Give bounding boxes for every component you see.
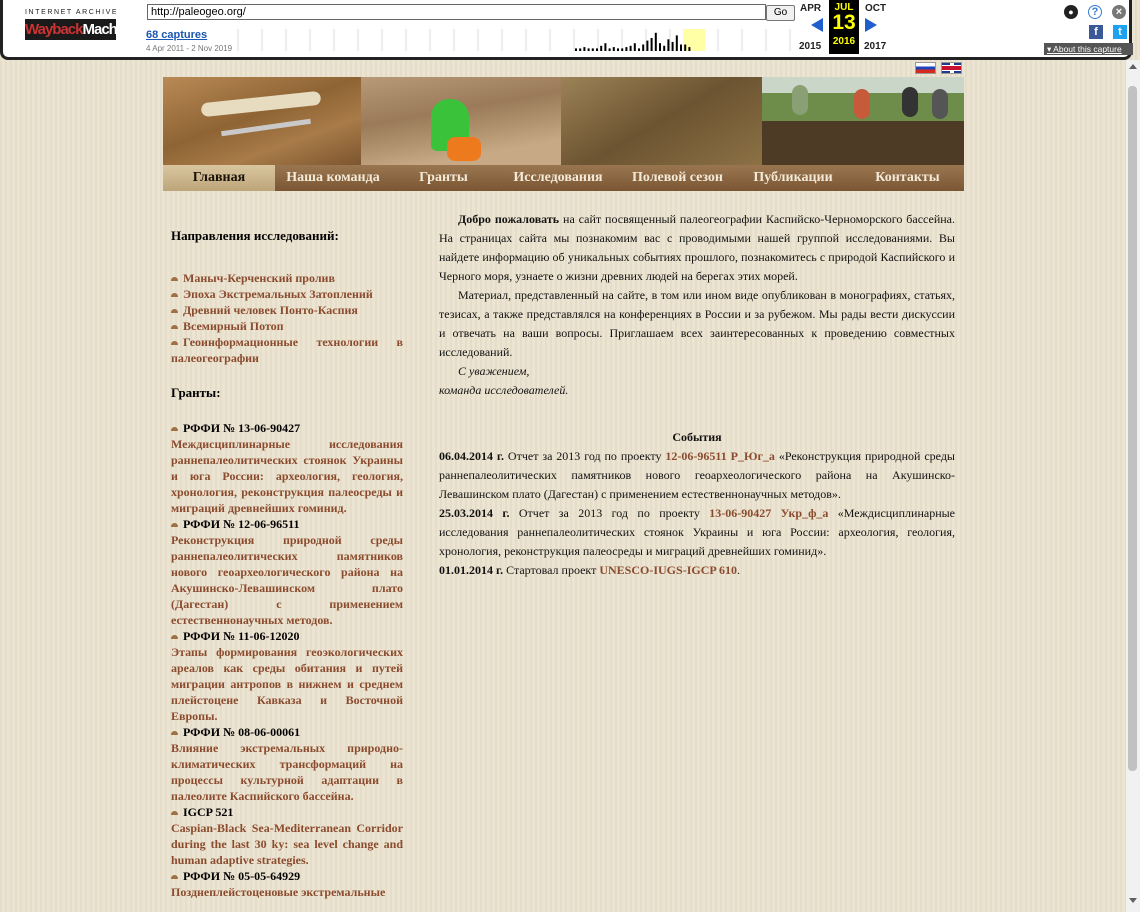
- russian-flag-icon[interactable]: [915, 62, 936, 74]
- capture-bar: [680, 45, 682, 52]
- header-banner: [163, 77, 964, 165]
- signature-line: С уважением,: [458, 364, 530, 378]
- event-project-link[interactable]: 12-06-96511 Р_Юг_а: [665, 449, 775, 463]
- capture-bar: [592, 48, 594, 51]
- direction-link[interactable]: Геоинформационные технологии в палеогеографии: [171, 335, 403, 365]
- capture-bar: [609, 48, 611, 51]
- prev-capture-icon[interactable]: [811, 18, 823, 32]
- capture-bar: [651, 38, 653, 51]
- event-project-link[interactable]: UNESCO-IUGS-IGCP 610: [599, 563, 738, 577]
- event-project-link[interactable]: 13-06-90427 Укр_ф_а: [709, 506, 829, 520]
- about-capture-link[interactable]: ▾ About this capture: [1044, 43, 1133, 55]
- twitter-icon[interactable]: t: [1113, 25, 1127, 39]
- capture-bar: [613, 47, 615, 51]
- internet-archive-label: INTERNET ARCHIVE: [25, 9, 119, 16]
- capture-bar: [642, 45, 644, 52]
- grants-heading: Гранты:: [171, 385, 221, 400]
- direction-link[interactable]: Древний человек Понто-Каспия: [171, 302, 403, 318]
- capture-range: 4 Apr 2011 - 2 Nov 2019: [146, 44, 233, 53]
- capture-bar: [667, 39, 669, 51]
- scroll-up-icon[interactable]: [1129, 64, 1137, 69]
- grant-code: РФФИ № 05-05-64929: [171, 868, 403, 884]
- nav-publications[interactable]: Публикации: [753, 170, 833, 185]
- banner-photo-team: [762, 77, 964, 165]
- go-button[interactable]: Go: [766, 5, 795, 21]
- capture-bar: [646, 41, 648, 51]
- capture-bar: [596, 48, 598, 51]
- nav-contacts[interactable]: Контакты: [875, 170, 940, 185]
- capture-bar: [621, 48, 623, 51]
- wayback-toolbar: [0, 0, 1132, 60]
- banner-photo-sediment: [561, 77, 762, 165]
- close-icon[interactable]: ×: [1112, 5, 1126, 19]
- year-prev[interactable]: 2015: [799, 41, 822, 52]
- user-icon[interactable]: ●: [1064, 5, 1078, 19]
- capture-sparkline[interactable]: [235, 27, 795, 53]
- capture-bar: [579, 48, 581, 51]
- capture-bar: [672, 42, 674, 51]
- welcome-bold: Добро пожаловать: [458, 212, 560, 226]
- capture-bar: [604, 43, 606, 51]
- welcome-paragraph: Добро пожаловать на сайт посвященный палеогеографии Каспийско-Черноморского бассейна. На страницах сайта мы познакомим вас с проводимыми нашей группой исследованиями. Вы найдете информацию об уникальных событиях прошлого, познакомитесь с природой Каспийского и Черного моря, узнаете о жизни древних людей на берегах этих морей.: [439, 212, 955, 283]
- grant-link[interactable]: Междисциплинарные исследования раннепалеолитических стоянок Украины и юга России: археология, геология, хронология, реконструкция палеосреды и миграций древнейших гоминид.: [171, 437, 403, 515]
- event-item: 06.04.2014 г. Отчет за 2013 год по проекту 12-06-96511 Р_Юг_а «Реконструкция природной среды раннепалеолитических памятников нового геоархеологического района на Акушинско-Левашинском плато (Дагестан) с применением естественнонаучных методов».: [439, 449, 955, 501]
- wayback-logo[interactable]: WaybackMachine: [25, 21, 136, 38]
- direction-link[interactable]: Эпоха Экстремальных Затоплений: [171, 286, 403, 302]
- capture-bar: [575, 48, 577, 51]
- grant-code: РФФИ № 11-06-12020: [171, 628, 403, 644]
- capture-bar: [630, 46, 632, 51]
- current-year: 2016: [832, 36, 856, 47]
- direction-link[interactable]: Маныч-Керченский пролив: [171, 270, 403, 286]
- main-nav: [163, 165, 964, 191]
- facebook-icon[interactable]: f: [1089, 25, 1103, 39]
- current-month: JUL: [834, 2, 854, 13]
- event-item: 01.01.2014 г. Стартовал проект UNESCO-IUGS-IGCP 610.: [439, 563, 741, 577]
- nav-grants[interactable]: Гранты: [419, 170, 468, 185]
- grant-link[interactable]: Реконструкция природной среды раннепалеолитических памятников нового геоархеологического района на Акушинско-Левашинском плато (Дагестан) с применением естественнонаучных методов.: [171, 533, 403, 627]
- main-content: [439, 210, 955, 580]
- english-flag-icon[interactable]: [941, 62, 962, 74]
- help-icon[interactable]: ?: [1088, 5, 1102, 19]
- banner-photo-bones: [163, 77, 361, 165]
- material-paragraph: Материал, представленный на сайте, в том или ином виде опубликован в монографиях, статьях, тезисах, а также представлялся на конференциях в России и за рубежом. Мы рады вести дискуссии и отвечать на ваши вопросы. Приглашаем всех заинтересованных к проведению совместных исследований.: [439, 288, 955, 359]
- current-day: 13: [832, 11, 856, 34]
- captures-link[interactable]: 68 captures: [146, 29, 208, 41]
- events-heading: События: [672, 430, 722, 444]
- direction-link[interactable]: Всемирный Потоп: [171, 318, 403, 334]
- capture-bar: [588, 48, 590, 51]
- capture-bar: [583, 47, 585, 51]
- signature-team: команда исследователей.: [439, 383, 569, 397]
- grant-link[interactable]: Позднеплейстоценовые экстремальные: [171, 885, 386, 899]
- banner-photo-excavation: [361, 77, 561, 165]
- capture-bar: [659, 43, 661, 51]
- nav-home[interactable]: Главная: [163, 165, 275, 191]
- capture-bar: [688, 47, 690, 51]
- capture-bar: [684, 45, 686, 52]
- grant-code: IGCP 521: [171, 804, 403, 820]
- capture-bar: [638, 48, 640, 51]
- nav-research[interactable]: Исследования: [513, 170, 603, 185]
- nav-team[interactable]: Наша команда: [286, 170, 380, 185]
- grant-code: РФФИ № 08-06-00061: [171, 724, 403, 740]
- capture-bar: [634, 43, 636, 51]
- event-item: 25.03.2014 г. Отчет за 2013 год по проекту 13-06-90427 Укр_ф_а «Междисциплинарные исследования раннепалеолитических стоянок Украины и юга России: археология, геология, хронология, реконструкция палеосреды и миграций древнейших гоминид».: [439, 506, 955, 558]
- year-next[interactable]: 2017: [864, 41, 887, 52]
- capture-bar: [655, 33, 657, 51]
- nav-field-season[interactable]: Полевой сезон: [631, 170, 723, 185]
- month-prev[interactable]: APR: [800, 3, 822, 14]
- capture-bar: [617, 48, 619, 51]
- capture-bar: [600, 46, 602, 51]
- capture-bar: [663, 46, 665, 51]
- capture-bar: [676, 35, 678, 51]
- grant-link[interactable]: Влияние экстремальных природно-климатических трансформаций на процессы культурной адаптации в палеолите Каспийского бассейна.: [171, 741, 403, 803]
- month-next[interactable]: OCT: [865, 3, 887, 14]
- sidebar: [171, 228, 403, 900]
- current-year-highlight: [683, 29, 705, 51]
- current-capture-date: [829, 0, 859, 54]
- grant-code: РФФИ № 13-06-90427: [171, 420, 403, 436]
- grant-link[interactable]: Этапы формирования геоэкологических ареалов как среды обитания и путей миграции антропов в нижнем и среднем плейстоцене Кавказа и Восточной Европы.: [171, 645, 403, 723]
- capture-bar: [625, 47, 627, 51]
- directions-heading: Направления исследований:: [171, 228, 339, 243]
- next-capture-icon[interactable]: [865, 18, 877, 32]
- scroll-down-icon[interactable]: [1129, 898, 1137, 903]
- grant-code: РФФИ № 12-06-96511: [171, 516, 403, 532]
- page-scrollbar[interactable]: [1126, 60, 1140, 912]
- scroll-thumb[interactable]: [1128, 86, 1137, 771]
- grant-link[interactable]: Caspian-Black Sea-Mediterranean Corridor during the last 30 ky: sea level change and human adaptive strategies.: [171, 821, 403, 867]
- url-input[interactable]: http://paleogeo.org/: [147, 4, 766, 20]
